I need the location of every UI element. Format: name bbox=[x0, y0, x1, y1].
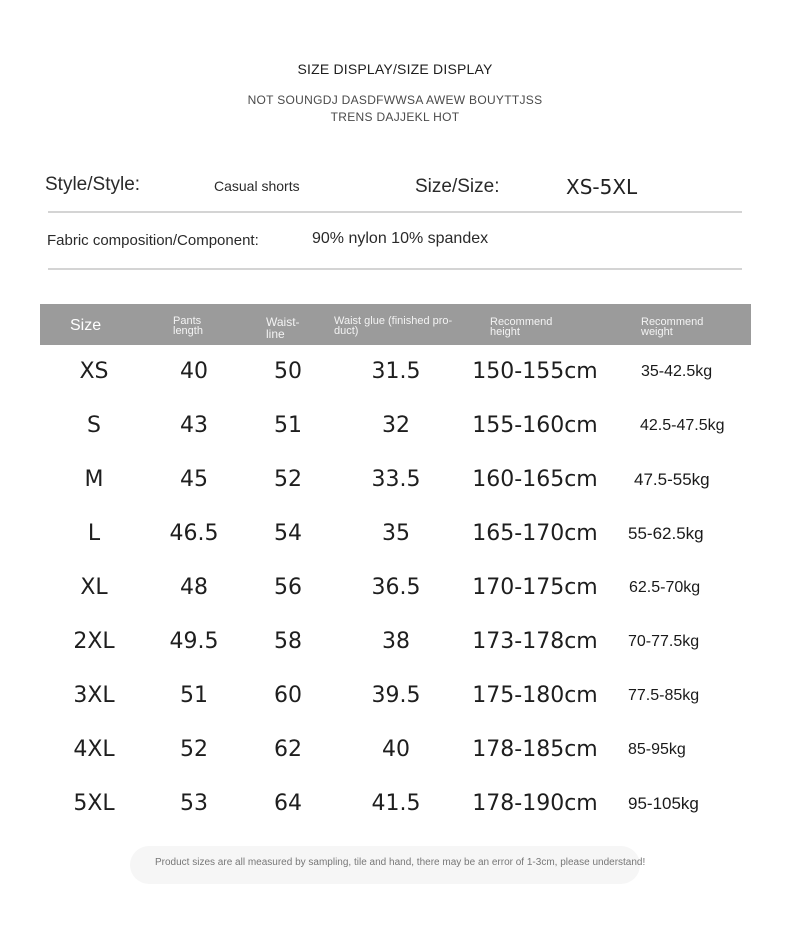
divider bbox=[48, 268, 742, 270]
page-title: SIZE DISPLAY/SIZE DISPLAY bbox=[297, 61, 493, 77]
cell-length: 40 bbox=[180, 359, 208, 384]
cell-weight: 42.5-47.5kg bbox=[640, 417, 725, 434]
cell-size: XL bbox=[80, 575, 108, 600]
cell-height: 175-180cm bbox=[472, 683, 598, 708]
header-pants-length: Pants length bbox=[173, 315, 203, 337]
cell-height: 165-170cm bbox=[472, 521, 598, 546]
cell-waistline: 52 bbox=[274, 467, 302, 492]
cell-waistline: 62 bbox=[274, 737, 302, 762]
cell-length: 51 bbox=[180, 683, 208, 708]
cell-waist-glue: 35 bbox=[382, 521, 410, 546]
table-row bbox=[40, 453, 751, 507]
fabric-label: Fabric composition/Component: bbox=[47, 232, 259, 249]
cell-waist-glue: 36.5 bbox=[371, 575, 421, 600]
cell-waist-glue: 38 bbox=[382, 629, 410, 654]
divider bbox=[48, 211, 742, 213]
cell-waistline: 60 bbox=[274, 683, 302, 708]
cell-waistline: 58 bbox=[274, 629, 302, 654]
cell-length: 43 bbox=[180, 413, 208, 438]
cell-weight: 55-62.5kg bbox=[628, 524, 704, 543]
cell-length: 53 bbox=[180, 791, 208, 816]
header-waist-glue: Waist glue (finished pro- duct) bbox=[334, 315, 453, 337]
cell-length: 46.5 bbox=[169, 521, 219, 546]
size-range-value: XS-5XL bbox=[566, 175, 638, 199]
cell-waist-glue: 40 bbox=[382, 737, 410, 762]
cell-height: 170-175cm bbox=[472, 575, 598, 600]
cell-weight: 85-95kg bbox=[628, 741, 686, 758]
measurement-note-text: Product sizes are all measured by sampling, tile and hand, there may be an error of 1-3cm, please understand! bbox=[155, 857, 646, 868]
cell-weight: 70-77.5kg bbox=[628, 633, 700, 650]
cell-size: M bbox=[84, 467, 104, 492]
size-label: Size/Size: bbox=[415, 176, 500, 197]
cell-size: XS bbox=[79, 359, 109, 384]
subtitle-line-2: TRENS DAJJEKL HOT bbox=[330, 110, 460, 124]
size-table-header bbox=[40, 304, 751, 345]
header-waistline: Waist- line bbox=[266, 315, 300, 341]
cell-waistline: 54 bbox=[274, 521, 302, 546]
cell-waist-glue: 31.5 bbox=[371, 359, 421, 384]
cell-height: 178-185cm bbox=[472, 737, 598, 762]
table-row bbox=[40, 345, 751, 399]
cell-length: 52 bbox=[180, 737, 208, 762]
cell-waist-glue: 33.5 bbox=[371, 467, 421, 492]
table-row bbox=[40, 507, 751, 561]
cell-size: L bbox=[87, 521, 101, 546]
cell-waistline: 64 bbox=[274, 791, 302, 816]
brand-subtitle bbox=[0, 92, 790, 126]
cell-weight: 62.5-70kg bbox=[629, 579, 701, 596]
subtitle-line-1: NOT SOUNGDJ DASDFWWSA AWEW BOUYTTJSS bbox=[247, 93, 543, 107]
cell-length: 48 bbox=[180, 575, 208, 600]
table-row bbox=[40, 777, 751, 831]
table-row bbox=[40, 561, 751, 615]
cell-length: 45 bbox=[180, 467, 208, 492]
cell-height: 160-165cm bbox=[472, 467, 598, 492]
cell-waistline: 50 bbox=[274, 359, 302, 384]
header-recommend-height: Recommend height bbox=[490, 316, 553, 338]
cell-weight: 77.5-85kg bbox=[628, 687, 700, 704]
table-row bbox=[40, 669, 751, 723]
header-recommend-weight: Recommend weight bbox=[641, 316, 704, 338]
cell-height: 150-155cm bbox=[472, 359, 598, 384]
cell-waistline: 51 bbox=[274, 413, 302, 438]
header-size: Size bbox=[70, 317, 102, 334]
style-label: Style/Style: bbox=[45, 174, 141, 195]
cell-size: 2XL bbox=[73, 629, 115, 654]
fabric-value: 90% nylon 10% spandex bbox=[312, 230, 489, 247]
cell-height: 173-178cm bbox=[472, 629, 598, 654]
cell-size: 5XL bbox=[73, 791, 115, 816]
table-row bbox=[40, 399, 751, 453]
cell-waist-glue: 41.5 bbox=[371, 791, 421, 816]
table-row bbox=[40, 723, 751, 777]
cell-length: 49.5 bbox=[169, 629, 219, 654]
cell-weight: 47.5-55kg bbox=[634, 470, 710, 489]
cell-weight: 95-105kg bbox=[628, 794, 699, 813]
cell-height: 155-160cm bbox=[472, 413, 598, 438]
cell-size: 3XL bbox=[73, 683, 115, 708]
cell-size: S bbox=[87, 413, 101, 438]
cell-weight: 35-42.5kg bbox=[641, 363, 713, 380]
style-value: Casual shorts bbox=[214, 178, 300, 194]
cell-waistline: 56 bbox=[274, 575, 302, 600]
measurement-note bbox=[130, 846, 646, 884]
cell-waist-glue: 32 bbox=[382, 413, 410, 438]
table-row bbox=[40, 615, 751, 669]
cell-waist-glue: 39.5 bbox=[371, 683, 421, 708]
cell-size: 4XL bbox=[73, 737, 115, 762]
cell-height: 178-190cm bbox=[472, 791, 598, 816]
